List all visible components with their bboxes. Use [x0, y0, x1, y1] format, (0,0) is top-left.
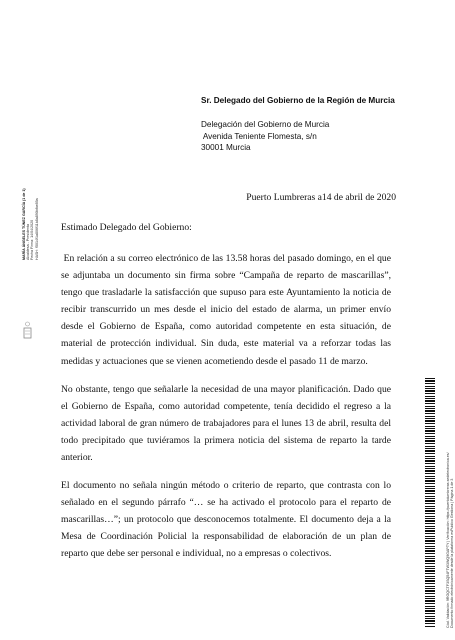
body-paragraph: El documento no señala ningún método o criterio de reparto, que contrasta con lo señalado en el segundo párrafo “… se ha activado el protocolo para el reparto de mascarillas…”; un protocolo que desconocemos totalmente. El documento deja a la Mesa de Coordinación Policial la responsabilidad de elaboración de un plan de reparto que debe ser personal e individual, no a empresas o colectivos.	[61, 480, 391, 560]
platform-note: Documento firmado electrónicamente desde la plataforma esPublico Gestiona | Página 1 de 3	[450, 478, 455, 628]
signer-role: Alcaldesa - Presidenta	[26, 224, 31, 260]
signature-hash: HASH: f5014f1a806f11b8a890bfbe89a	[34, 198, 39, 260]
address-line: Avenida Teniente Flomesta, s/n	[201, 131, 317, 141]
validation-text	[446, 452, 455, 628]
signature-details	[22, 188, 39, 260]
body-paragraph: En relación a su correo electrónico de las 13.58 horas del pasado domingo, en el que se adjuntaba un documento sin firma sobre “Campaña de reparto de mascarillas”, tengo que trasladarle la satisfacción que supuso para este Ayuntamiento la noticia de recibir transcurrido un mes desde el inicio del estado de alarma, un primer envío desde el Gobierno de España, como autoridad competente en esta situación, de material de protección individual. Sin duda, este material va a reforzar todas las medidas y actuaciones que se vienen acometiendo desde el pasado 11 de marzo.	[61, 253, 394, 367]
address-line: Delegación del Gobierno de Murcia	[201, 120, 330, 129]
signer-name: MARÍA ÁNGELES TÚNEZ GARCÍA (1 de 1)	[22, 188, 26, 260]
letter-date: Puerto Lumbreras a14 de abril de 2020	[246, 192, 396, 203]
addressee-address	[201, 119, 329, 154]
greeting: Estimado Delegado del Gobierno:	[61, 222, 192, 233]
signature-date: Fecha Firma: 14/04/2020	[30, 219, 35, 260]
addressee-title: Sr. Delegado del Gobierno de la Región de Murcia	[201, 96, 395, 105]
body-paragraph: No obstante, tengo que señalarle la necesidad de una mayor planificación. Dado que el Gobierno de España, como autoridad competente, tenía decidido el regreso a la actividad laboral de gran número de trabajadores para el lunes 13 de abril, resulta del todo precipitado que tuviéramos la primera noticia del sistema de reparto la tarde anterior.	[61, 384, 391, 464]
address-line: 30001 Murcia	[201, 143, 251, 153]
municipal-seal-icon	[20, 276, 36, 358]
validation-code: Cód. Validación: 9RGQCTF3SQ54FTW3WQ9GAPTY | Verificación: https://puertolumbreras.sedelectronica.es/	[446, 452, 450, 628]
validation-barcode	[425, 378, 435, 628]
